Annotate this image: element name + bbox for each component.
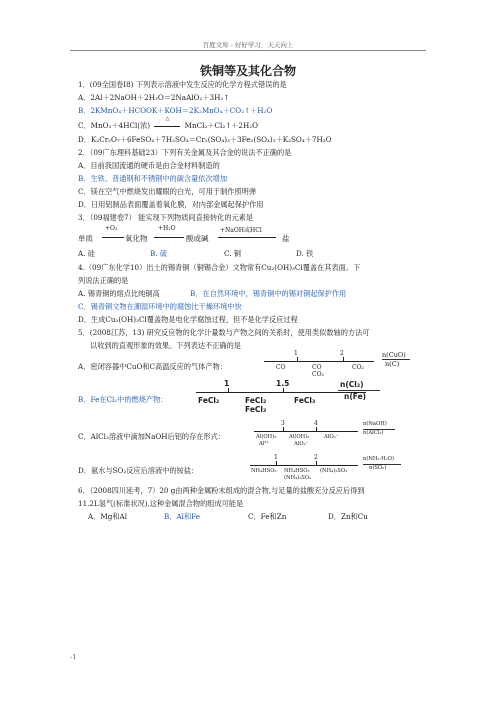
q1-option-c-right: MnCl₂＋Cl₂↑＋2H₂O bbox=[184, 121, 259, 130]
q3-option-c: C. 铜 bbox=[224, 249, 241, 258]
axis-tick-label: 3 bbox=[281, 420, 285, 427]
chain-arrow bbox=[102, 237, 124, 238]
number-axis bbox=[264, 361, 374, 362]
axis-region-label: AlO₂⁻ bbox=[324, 434, 339, 440]
axis-region-label: CO₂ bbox=[312, 371, 324, 378]
q4-stem-1: 4.（09广东化学10）出土的锡青铜（铜锡合金）文物常有Cu₂(OH)₃Cl覆盖在其表面。下 bbox=[78, 263, 361, 272]
axis-region-label: CO bbox=[312, 364, 322, 371]
number-axis bbox=[254, 431, 358, 432]
chain-oxide: 氧化物 bbox=[125, 234, 148, 243]
axis-region-label: FeCl₂ bbox=[198, 396, 220, 405]
axis-ratio-denominator: n(Fe) bbox=[344, 392, 367, 401]
axis-region-label: CO bbox=[276, 364, 286, 371]
axis-tick bbox=[276, 461, 277, 465]
chain-acid-base: 酸或碱 bbox=[186, 234, 209, 243]
q3-option-a: A. 硅 bbox=[78, 249, 95, 258]
axis-tick-label: 1.5 bbox=[276, 379, 290, 388]
axis-tick bbox=[283, 427, 284, 431]
axis-tick bbox=[297, 357, 298, 361]
axis-tick bbox=[316, 461, 317, 465]
q1-option-d: D．K₂Cr₂O₇＋6FeSO₄＋7H₂SO₄＝Cr₂(SO₄)₃＋3Fe₂(SO₄)₃＋K₂SO₄＋7H₂O bbox=[78, 135, 332, 144]
number-axis bbox=[250, 465, 358, 466]
q6-stem-1: 6．（2008四川延考，7）20 g由两种金属粉末组成的混合物,与足量的盐酸充分反应后得到 bbox=[78, 486, 365, 495]
axis-ratio-denominator: n(SO₂) bbox=[369, 465, 387, 471]
axis-tick-label: 1 bbox=[224, 379, 230, 388]
q1-option-b: B．2KMnO₄＋HCOOK＋KOH＝2K₂MnO₄＋CO₂↑＋H₂O bbox=[78, 106, 273, 115]
axis-tick-label: 2 bbox=[314, 454, 318, 461]
axis-region-label: CO₂ bbox=[352, 364, 364, 371]
page-number: -1 bbox=[70, 653, 77, 661]
q6-option-a: A．Mg和Al bbox=[88, 512, 128, 521]
q3-transformation-chain bbox=[78, 224, 408, 246]
q1-option-a: A．2Al＋2NaOH＋2H₂O＝2NaAlO₂＋3H₂↑ bbox=[78, 93, 230, 102]
q4-option-d: D．生成Cu₂(OH)₃Cl覆盖物是电化学腐蚀过程，但不是化学反应过程 bbox=[78, 315, 298, 324]
q2-stem: 2．（09广东理科基础23）下列有关金属及其合金的说法不正确的是 bbox=[78, 148, 292, 157]
axis-tick-label: 1 bbox=[274, 454, 278, 461]
axis-region-label: Al(OH)₃ bbox=[289, 434, 310, 440]
axis-region-label: FeCl₃ bbox=[245, 405, 267, 414]
heat-arrow bbox=[152, 116, 182, 130]
q4-option-a: A. 锡青铜的熔点比纯铜高 bbox=[78, 289, 160, 298]
q2-option-d: D．日用铝制品表面覆盖着氧化膜，对内部金属起保护作用 bbox=[78, 200, 264, 209]
axis-ratio-numerator: n(NaOH) bbox=[363, 421, 387, 427]
q2-option-b: B．生铁、普通钢和不锈钢中的碳含量依次增加 bbox=[78, 174, 228, 183]
axis-region-label: Al³⁺ bbox=[259, 441, 270, 447]
axis-ratio-denominator: n(C) bbox=[385, 360, 400, 368]
q5-option-c-label: C．AlCl₃溶液中滴加NaOH后铝的存在形式： bbox=[78, 432, 226, 441]
q4-option-c: C．锡青铜文物在潮湿环境中的腐蚀比干燥环境中快 bbox=[78, 302, 242, 311]
header-rule bbox=[70, 50, 426, 51]
q5-option-a-label: A．密闭容器中CuO和C高温反应的气体产物： bbox=[78, 362, 227, 371]
q6-stem-2: 11.2L氢气(标准状况),这种金属混合物的组成可能是 bbox=[78, 499, 244, 508]
axis-tick bbox=[228, 388, 229, 392]
q1-option-c-left: C．MnO₂＋4HCl(浓) bbox=[78, 121, 151, 130]
axis-ratio-denominator: n(AlCl₃) bbox=[363, 430, 384, 436]
page-title: 铁铜等及其化合物 bbox=[199, 64, 296, 78]
chain-arrow bbox=[218, 237, 276, 238]
chain-salt: 盐 bbox=[282, 234, 290, 243]
page-header: 百度文库 - 好好学习，天天向上 bbox=[202, 41, 294, 49]
axis-ratio-numerator: n(CuO) bbox=[382, 351, 406, 359]
q2-option-a: A．目前我国流通的硬币是由合金材料制造的 bbox=[78, 161, 220, 170]
q6-option-b: B．Al和Fe bbox=[164, 512, 200, 521]
axis-region-label: AlO₂⁻ bbox=[294, 441, 309, 447]
q1-option-c bbox=[78, 116, 259, 130]
q5-stem-2: 以收到的直观形象的效果。下列表达不正确的是 bbox=[90, 341, 241, 350]
q6-option-c: C．Fe和Zn bbox=[248, 512, 287, 521]
q5-stem-1: 5．(2008江苏，13) 研究反应物的化学计量数与产物之间的关系时，使用类似数轴的方法可 bbox=[78, 328, 370, 337]
chain-arrow-label: +O₂ bbox=[105, 225, 118, 232]
q4-stem-2: 列说法正确的是 bbox=[78, 276, 129, 285]
axis-region-label: FeCl₂ bbox=[245, 396, 267, 405]
axis-region-label: NH₄HSO₃ bbox=[251, 468, 277, 474]
axis-ratio-numerator: n(Cl₂) bbox=[340, 380, 364, 389]
q5-option-b-label: B．Fe在Cl₂中的燃烧产物： bbox=[78, 395, 168, 404]
heat-icon: △ bbox=[165, 116, 170, 122]
q5-option-d-label: D．氨水与SO₂反应后溶液中的铵盐： bbox=[78, 466, 199, 475]
axis-tick bbox=[316, 427, 317, 431]
number-axis bbox=[196, 392, 366, 393]
chain-element: 单质 bbox=[78, 234, 93, 243]
q3-stem: 3．（09福建卷7） 能实现下列物质间直接转化的元素是 bbox=[78, 213, 254, 222]
axis-tick bbox=[283, 388, 284, 392]
axis-region-label: FeCl₃ bbox=[294, 396, 316, 405]
q1-stem: 1．(09全国卷Ⅰ8) 下列表示溶液中发生反应的化学方程式错误的是 bbox=[78, 80, 287, 89]
q3-option-b: B. 硫 bbox=[150, 249, 168, 258]
axis-tick bbox=[343, 357, 344, 361]
axis-tick-label: 4 bbox=[314, 420, 318, 427]
axis-ratio-numerator: n(NH₃·H₂O) bbox=[363, 456, 395, 462]
axis-region-label: NH₄HSO₃ bbox=[284, 468, 310, 474]
q6-option-d: D．Zn和Cu bbox=[328, 512, 368, 521]
chain-arrow-label: +H₂O bbox=[158, 225, 176, 232]
axis-tick-label: 2 bbox=[340, 350, 344, 357]
chain-arrow-label: +NaOH或HCl bbox=[220, 227, 262, 234]
axis-tick-label: 1 bbox=[294, 350, 298, 357]
q2-option-c: C．镁在空气中燃烧发出耀眼的白光，可用于制作照明弹 bbox=[78, 187, 257, 196]
q4-option-b: B．在自然环境中，锡青铜中的锡对铜起保护作用 bbox=[190, 289, 347, 298]
axis-region-label: (NH₄)₂SO₃ bbox=[284, 475, 312, 481]
q3-option-d: D. 铁 bbox=[296, 249, 314, 258]
axis-region-label: (NH₄)₂SO₃ bbox=[320, 468, 348, 474]
chain-arrow bbox=[154, 237, 184, 238]
axis-region-label: Al(OH)₃ bbox=[256, 434, 277, 440]
fraction-bar bbox=[338, 390, 380, 391]
